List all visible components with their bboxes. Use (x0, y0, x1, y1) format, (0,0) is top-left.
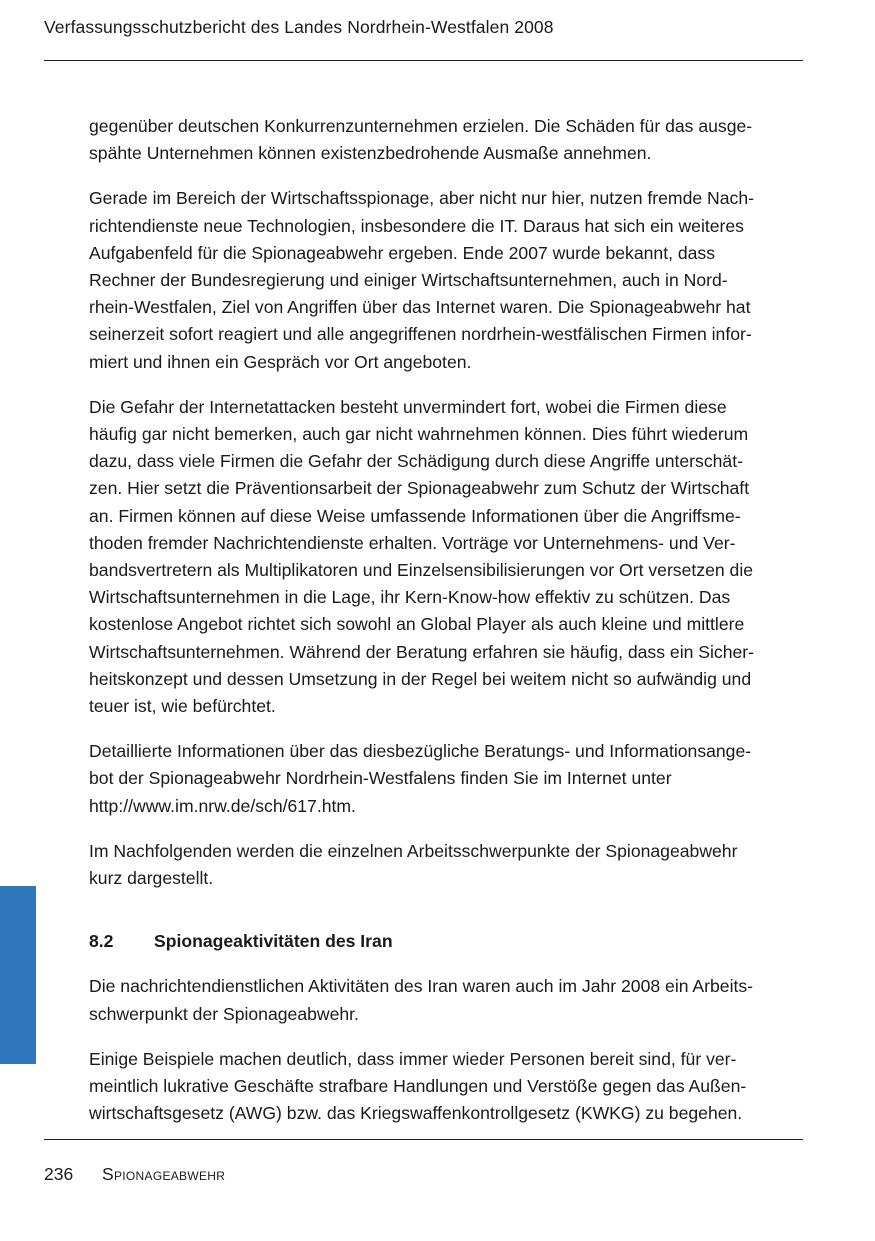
section-paragraphs (89, 973, 801, 1127)
text-line: meintlich lukrative Geschäfte strafbare Handlungen und Verstöße gegen das Außen- (89, 1076, 747, 1097)
header-divider (44, 60, 803, 61)
text-line: wirtschaftsgesetz (AWG) bzw. das Kriegswaffenkontrollgesetz (KWKG) zu begehen. (89, 1103, 743, 1124)
text-line: rhein-Westfalen, Ziel von Angriffen über das Internet waren. Die Spionageabwehr hat (89, 297, 751, 318)
text-line: Rechner der Bundesregierung und einiger Wirtschaftsunternehmen, auch in Nord- (89, 270, 728, 291)
text-line: an. Firmen können auf diese Weise umfassende Informationen über die Angriffsme- (89, 505, 741, 526)
paragraph (89, 113, 801, 167)
text-line: richtendienste neue Technologien, insbesondere die IT. Daraus hat sich ein weiteres (89, 215, 744, 236)
text-line: Die Gefahr der Internetattacken besteht unvermindert fort, wobei die Firmen diese (89, 396, 727, 417)
text-line: miert und ihnen ein Gespräch vor Ort angeboten. (89, 351, 472, 372)
footer-section-name: Spionageabwehr (102, 1164, 226, 1184)
text-line: bandsvertretern als Multiplikatoren und Einzelsensibilisierungen vor Ort versetzen die (89, 560, 754, 581)
page-body (89, 113, 801, 1146)
section-title: Spionageaktivitäten des Iran (154, 931, 393, 952)
paragraph (89, 394, 801, 720)
footer-divider (44, 1139, 803, 1140)
text-line: heitskonzept und dessen Umsetzung in der Regel bei weitem nicht so aufwändig und (89, 668, 752, 689)
text-line: bot der Spionageabwehr Nordrhein-Westfalens finden Sie im Internet unter (89, 768, 672, 789)
paragraph (89, 738, 801, 820)
section-number: 8.2 (89, 931, 114, 952)
text-line: Gerade im Bereich der Wirtschaftsspionage, aber nicht nur hier, nutzen fremde Nach- (89, 188, 754, 209)
text-line: http://www.im.nrw.de/sch/617.htm. (89, 795, 356, 816)
paragraph (89, 973, 801, 1027)
text-line: dazu, dass viele Firmen die Gefahr der Schädigung durch diese Angriffe unterschät- (89, 451, 743, 472)
paragraph (89, 838, 801, 892)
page-number: 236 (44, 1164, 74, 1184)
text-line: Detaillierte Informationen über das diesbezügliche Beratungs- und Informationsange- (89, 741, 752, 762)
text-line: Aufgabenfeld für die Spionageabwehr ergeben. Ende 2007 wurde bekannt, dass (89, 242, 716, 263)
text-line: seinerzeit sofort reagiert und alle angegriffenen nordrhein-westfälischen Firmen infor- (89, 324, 752, 345)
text-line: häufig gar nicht bemerken, auch gar nicht wahrnehmen können. Dies führt wiederum (89, 424, 749, 445)
text-line: schwerpunkt der Spionageabwehr. (89, 1003, 359, 1024)
text-line: kostenlose Angebot richtet sich sowohl an Global Player als auch kleine und mittlere (89, 614, 745, 635)
text-line: thoden fremder Nachrichtendienste erhalten. Vorträge vor Unternehmens- und Ver- (89, 532, 736, 553)
section-heading (89, 928, 801, 955)
page-footer (44, 1164, 225, 1185)
text-line: kurz dargestellt. (89, 868, 214, 889)
paragraph (89, 1046, 801, 1128)
text-line: Im Nachfolgenden werden die einzelnen Arbeitsschwerpunkte der Spionageabwehr (89, 840, 738, 861)
running-header-title: Verfassungsschutzbericht des Landes Nordrhein-Westfalen 2008 (44, 17, 554, 37)
body-paragraphs (89, 113, 801, 892)
paragraph (89, 185, 801, 375)
text-line: Die nachrichtendienstlichen Aktivitäten des Iran waren auch im Jahr 2008 ein Arbeits- (89, 976, 754, 997)
text-line: gegenüber deutschen Konkurrenzunternehmen erzielen. Die Schäden für das ausge- (89, 116, 753, 136)
text-line: Wirtschaftsunternehmen in die Lage, ihr Kern-Know-how effektiv zu schützen. Das (89, 587, 731, 608)
text-line: spähte Unternehmen können existenzbedrohende Ausmaße annehmen. (89, 143, 652, 164)
text-line: Wirtschaftsunternehmen. Während der Beratung erfahren sie häufig, dass ein Sicher- (89, 641, 754, 662)
text-line: teuer ist, wie befürchtet. (89, 696, 276, 717)
text-line: Einige Beispiele machen deutlich, dass immer wieder Personen bereit sind, für ver- (89, 1048, 737, 1069)
text-line: zen. Hier setzt die Präventionsarbeit der Spionageabwehr zum Schutz der Wirtschaft (89, 478, 750, 499)
chapter-side-tab (0, 886, 36, 1064)
